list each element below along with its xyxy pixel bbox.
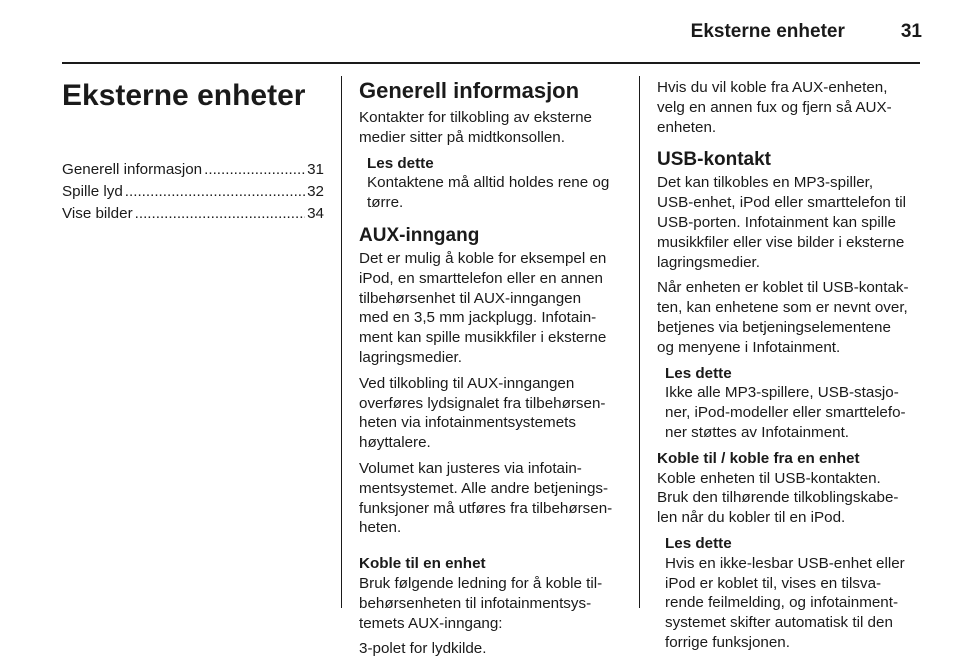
text-line: forrige funksjonen. bbox=[665, 633, 790, 651]
text-line: og menyene i Infotainment. bbox=[657, 338, 841, 356]
running-header bbox=[62, 17, 922, 47]
text-line: len når du kobler til en iPod. bbox=[657, 509, 846, 527]
text-line: med en 3,5 mm jackplugg. Infotain- bbox=[359, 309, 597, 327]
text-line: Kontakter for tilkobling av eksterne bbox=[359, 109, 592, 126]
page-number: 31 bbox=[900, 21, 922, 42]
text-line: Det kan tilkobles en MP3-spiller, bbox=[657, 174, 874, 192]
text-line: Kontaktene må alltid holdes rene og bbox=[367, 174, 610, 192]
toc-leader bbox=[125, 182, 305, 202]
aux-paragraph bbox=[359, 374, 629, 453]
left-column bbox=[62, 72, 324, 226]
toc-leader bbox=[135, 204, 305, 224]
note-box bbox=[359, 154, 629, 213]
toc-label: Vise bilder bbox=[62, 205, 133, 222]
running-header-title: Eksterne enheter bbox=[690, 21, 845, 42]
text-line: Når enheten er koblet til USB-kontak- bbox=[657, 279, 909, 297]
text-line: heten. bbox=[359, 519, 402, 537]
text-line: ner, iPod-modeller eller smarttelefo- bbox=[665, 404, 906, 422]
text-line: ment kan spille musikkfiler i eksterne bbox=[359, 329, 607, 347]
toc-page: 31 bbox=[307, 161, 324, 178]
text-line: Hvis du vil koble fra AUX-enheten, bbox=[657, 79, 888, 96]
text-line: USB-enhet, iPod eller smarttelefon til bbox=[657, 194, 907, 212]
text-line: overføres lydsignalet fra tilbehørsen- bbox=[359, 394, 606, 412]
text-line: Hvis en ikke-lesbar USB-enhet eller bbox=[665, 554, 905, 572]
middle-column bbox=[359, 72, 629, 665]
usb-paragraph bbox=[657, 173, 923, 272]
section-heading-general: Generell informasjon bbox=[359, 78, 580, 103]
text-line: Bruk den tilhørende tilkoblingskabe- bbox=[657, 489, 899, 507]
toc-label: Generell informasjon bbox=[62, 161, 203, 178]
text-line: Koble enheten til USB-kontakten. bbox=[657, 469, 881, 487]
toc-entry[interactable] bbox=[62, 182, 324, 204]
toc-entry[interactable] bbox=[62, 204, 324, 226]
subheading-connect: Koble til en enhet bbox=[359, 555, 486, 573]
aux-paragraph bbox=[359, 249, 629, 368]
text-line: medier sitter på midtkonsollen. bbox=[359, 128, 565, 146]
toc-page: 34 bbox=[307, 205, 324, 222]
note-box bbox=[657, 364, 923, 443]
text-line: behørsenheten til infotainmentsys- bbox=[359, 594, 592, 612]
text-line: Ved tilkobling til AUX-inngangen bbox=[359, 374, 575, 392]
note-label: Les dette bbox=[665, 534, 732, 552]
header-rule bbox=[62, 62, 920, 64]
text-line: høyttalere. bbox=[359, 434, 431, 452]
connect-paragraph bbox=[359, 639, 629, 659]
text-line: Bruk følgende ledning for å koble til- bbox=[359, 574, 603, 592]
text-line: enheten. bbox=[657, 118, 717, 136]
text-line: iPod, en smarttelefon eller en annen bbox=[359, 269, 604, 287]
text-line: temets AUX-inngang: bbox=[359, 614, 503, 632]
connect-paragraph bbox=[359, 574, 629, 633]
toc-label: Spille lyd bbox=[62, 183, 123, 200]
right-intro bbox=[657, 78, 923, 137]
chapter-title: Eksterne enheter bbox=[62, 79, 306, 112]
section-heading-aux: AUX-inngang bbox=[359, 224, 480, 246]
column-divider-right bbox=[639, 76, 640, 608]
text-line: lagringsmedier. bbox=[359, 348, 462, 366]
text-line: lagringsmedier. bbox=[657, 253, 760, 271]
right-column bbox=[657, 78, 923, 659]
usb-paragraph bbox=[657, 278, 923, 357]
note-label: Les dette bbox=[665, 364, 732, 382]
aux-paragraph bbox=[359, 459, 629, 538]
text-line: Ikke alle MP3-spillere, USB-stasjo- bbox=[665, 384, 899, 402]
text-line: iPod er koblet til, vises en tilsva- bbox=[665, 574, 882, 592]
note-box bbox=[657, 534, 923, 653]
note-label: Les dette bbox=[367, 154, 434, 172]
text-line: systemet skifter automatisk til den bbox=[665, 614, 893, 632]
toc-page: 32 bbox=[307, 183, 324, 200]
subheading-connect-disconnect: Koble til / koble fra en enhet bbox=[657, 449, 860, 467]
text-line: velg en annen fux og fjern så AUX- bbox=[657, 98, 892, 116]
text-line: 3-polet for lydkilde. bbox=[359, 640, 487, 658]
text-line: musikkfiler eller vise bilder i eksterne bbox=[657, 233, 905, 251]
toc-entry[interactable] bbox=[62, 160, 324, 182]
section-heading-usb: USB-kontakt bbox=[657, 149, 772, 171]
connect-paragraph bbox=[657, 469, 923, 528]
general-intro bbox=[359, 108, 629, 148]
text-line: ten, kan enhetene som er nevnt over, bbox=[657, 299, 908, 317]
text-line: funksjoner må utføres fra tilbehørsen- bbox=[359, 499, 613, 517]
toc-leader bbox=[204, 160, 305, 180]
text-line: USB-porten. Infotainment kan spille bbox=[657, 213, 896, 231]
text-line: Volumet kan justeres via infotain- bbox=[359, 459, 582, 477]
text-line: Det er mulig å koble for eksempel en bbox=[359, 249, 607, 267]
text-line: ner støttes av Infotainment. bbox=[665, 423, 850, 441]
text-line: tilbehørsenhet til AUX-inngangen bbox=[359, 289, 582, 307]
column-divider-left bbox=[341, 76, 342, 608]
text-line: mentsystemet. Alle andre betjenings- bbox=[359, 479, 609, 497]
text-line: betjenes via betjeningselementene bbox=[657, 318, 891, 336]
text-line: tørre. bbox=[367, 194, 404, 212]
text-line: heten via infotainmentsystemets bbox=[359, 414, 576, 432]
table-of-contents bbox=[62, 160, 324, 226]
text-line: rende feilmelding, og infotainment- bbox=[665, 594, 899, 612]
